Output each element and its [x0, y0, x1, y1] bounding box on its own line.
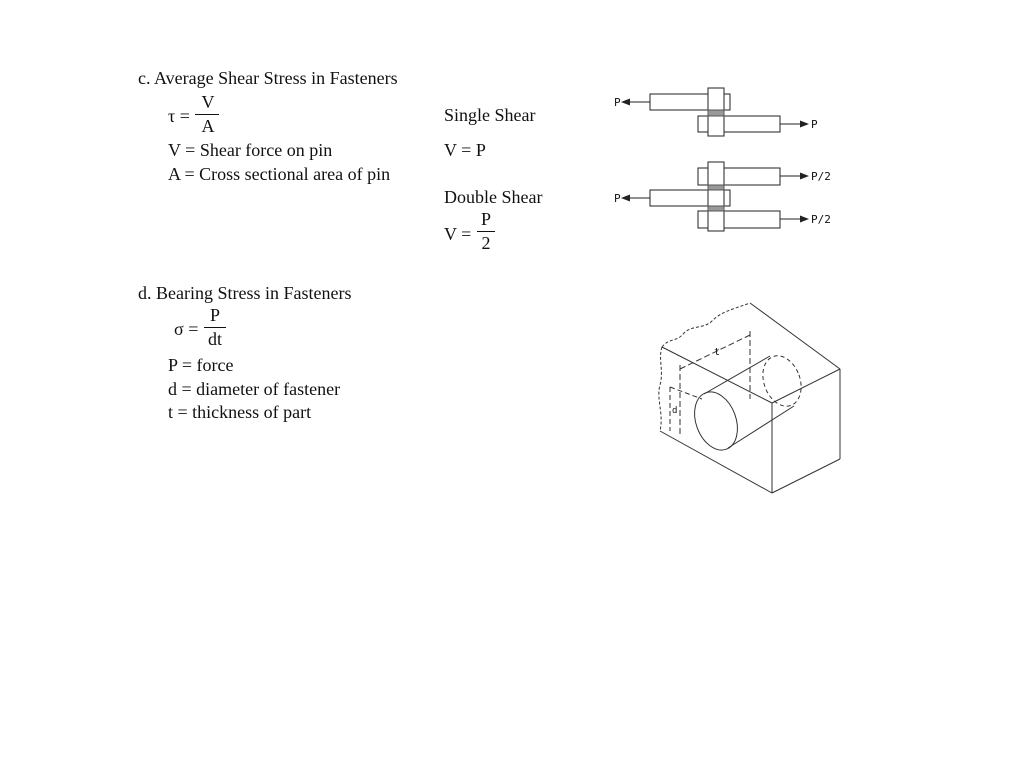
arrowhead-left [621, 195, 630, 202]
arrowhead-left [621, 99, 630, 106]
double-shear-lhs: V = [444, 224, 472, 244]
arrowhead-right-bottom [800, 216, 809, 223]
shear-stress-denominator: A [201, 116, 215, 136]
load-label-left: P [614, 96, 621, 109]
arrowhead-right [800, 121, 809, 128]
fraction-bar [477, 231, 495, 232]
block-front-bottom-edge [660, 431, 772, 493]
block-bottom-edge [772, 459, 840, 493]
bearing-stress-denominator: dt [207, 329, 222, 349]
bearing-stress-numerator: P [209, 305, 220, 325]
load-label-right: P [811, 118, 818, 131]
label-d: d [672, 406, 678, 416]
shear-plane-lower [708, 206, 724, 211]
double-shear-diagram [605, 158, 855, 238]
double-shear-numerator: P [480, 209, 491, 229]
section-d-heading: d. Bearing Stress in Fasteners [138, 283, 352, 303]
shear-stress-lhs: τ = [168, 106, 190, 126]
single-shear-diagram [605, 84, 855, 140]
definition-v: V = Shear force on pin [168, 140, 333, 160]
single-shear-label: Single Shear [444, 105, 536, 125]
shear-stress-numerator: V [201, 92, 215, 112]
cut-section-edge [662, 303, 750, 347]
shear-plane [708, 110, 724, 116]
shear-plane-upper [708, 185, 724, 190]
block-top-edge [750, 303, 840, 369]
load-label-left: P [614, 192, 621, 205]
double-shear-denominator: 2 [481, 233, 491, 253]
single-shear-equation: V = P [444, 140, 486, 160]
definition-a: A = Cross sectional area of pin [168, 164, 391, 184]
block-front-top-edge [772, 369, 840, 403]
bearing-stress-lhs: σ = [174, 319, 199, 339]
dimension-d-ext [670, 387, 702, 399]
bolt [708, 162, 724, 231]
double-shear-label: Double Shear [444, 187, 543, 207]
load-label-right-bottom: P/2 [811, 213, 831, 226]
section-c-heading: c. Average Shear Stress in Fasteners [138, 68, 398, 88]
load-label-right-top: P/2 [811, 170, 831, 183]
arrowhead-right-top [800, 173, 809, 180]
hole-tangent-top [704, 356, 770, 394]
definition-t: t = thickness of part [168, 402, 312, 422]
definition-p: P = force [168, 355, 234, 375]
fraction-bar [204, 327, 226, 328]
cut-section-edge-left [659, 347, 662, 431]
fraction-bar [195, 114, 219, 115]
label-t: t [714, 347, 721, 358]
bearing-block-diagram [650, 295, 850, 500]
definition-d: d = diameter of fastener [168, 379, 341, 399]
